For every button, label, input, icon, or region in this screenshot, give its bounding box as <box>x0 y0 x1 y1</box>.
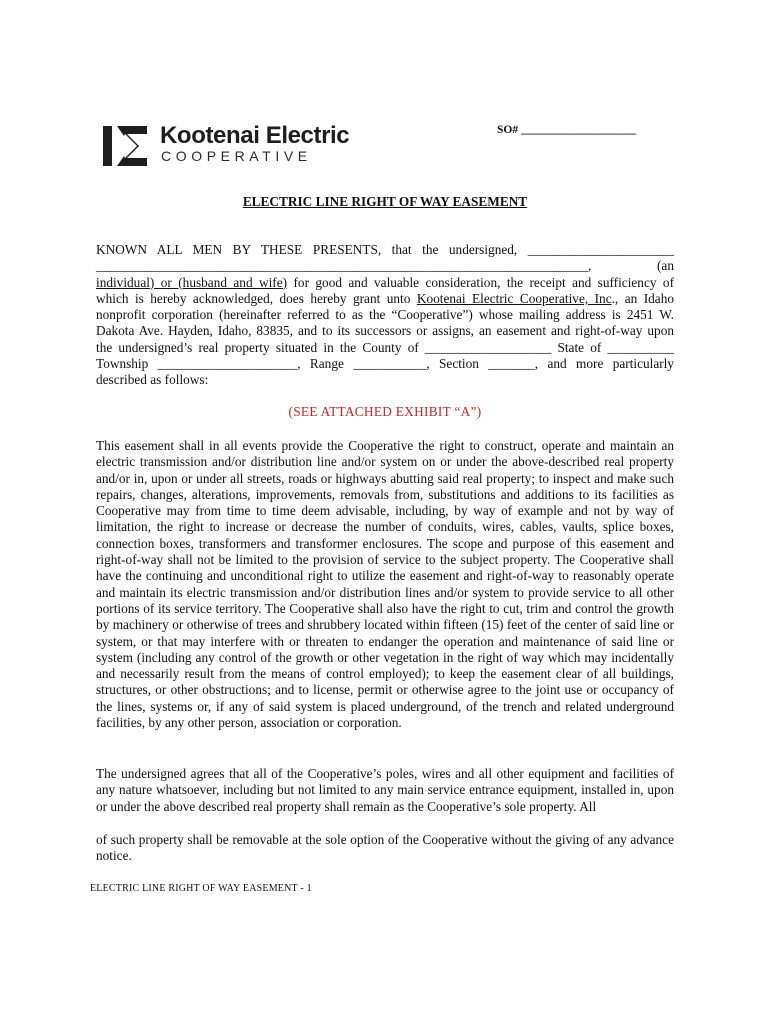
removal-text: of such property shall be removable at the sole option of the Cooperative without the giving of any advance notice. <box>96 832 674 864</box>
grant-text: which is hereby acknowledged, does hereby grant unto <box>96 290 417 306</box>
grantee-name: Kootenai Electric Cooperative, Inc <box>416 290 612 306</box>
intro-line-3 <box>96 275 674 291</box>
logo-name: Kootenai Electric <box>160 122 350 149</box>
easement-scope-text: This easement shall in all events provide the Cooperative the right to construct, operate and maintain an electric transmission and/or distribution line and/or system on or under the above-described real property and/or in, upon or under all streets, roads or highways abutting said real property; to inspect and make such repairs, changes, alterations, improvements, removals from, substitutions and additions to its facilities as Cooperative may from time to time deem advisable, including, by way of example and not by way of limitation, the right to increase or decrease the number of conduits, wires, cables, vaults, splice boxes, connection boxes, transformers and transformer enclosures. The scope and purpose of this easement and right-of-way shall not be limited to the provision of service to the subject property. The Cooperative shall have the continuing and unconditional right to utilize the easement and right-of-way to reasonably operate and maintain its electric transmission and/or distribution lines and/or system to provide service to all other portions of its service territory. The Cooperative shall also have the right to cut, trim and control the growth by machinery or otherwise of trees and shrubbery located within fifteen (15) feet of the center of said line or system, or that may interfere with or threaten to endanger the operation and maintenance of said line or system (including any control of the growth or other vegetation in the right of way which may incidentally and necessarily result from the means of control employed); to keep the easement clear of all buildings, structures, or other obstructions; and to license, permit or otherwise agree to the joint use or occupancy of the lines, systems or, if any of said system is placed underground, of the trench and related underground facilities, by any other person, association or corporation. <box>96 438 674 731</box>
intro-line-6: Dakota Ave. Hayden, Idaho, 83835, and to its successors or assigns, an easement and right-of-way upon <box>96 323 674 339</box>
logo-subtitle: COOPERATIVE <box>161 148 312 164</box>
property-text: The undersigned agrees that all of the Cooperative’s poles, wires and all other equipment and facilities of any nature whatsoever, including but not limited to any main service entrance equipment, installed in, upon or under the above described real property shall remain as the Cooperative’s sole property. All <box>96 766 674 814</box>
property-paragraph <box>96 766 674 815</box>
document-title: ELECTRIC LINE RIGHT OF WAY EASEMENT <box>242 194 528 209</box>
exhibit-reference: (SEE ATTACHED EXHIBIT “A”) <box>288 404 482 419</box>
intro-line-5: nonprofit corporation (hereinafter referred to as the “Cooperative”) whose mailing address is 2451 W. <box>96 307 674 323</box>
page-footer: ELECTRIC LINE RIGHT OF WAY EASEMENT - 1 <box>90 883 312 894</box>
intro-line-9: described as follows: <box>96 372 209 388</box>
removal-paragraph <box>96 832 674 865</box>
easement-scope-paragraph <box>96 438 674 731</box>
consideration-text: for good and valuable consideration, the receipt and sufficiency of <box>287 274 674 290</box>
intro-line-7: the undersigned’s real property situated in the County of ___________________ State of __________ <box>96 339 674 355</box>
intro-line-1: KNOWN ALL MEN BY THESE PRESENTS, that the undersigned, ______________________ <box>96 242 674 257</box>
intro-line-8: Township _____________________, Range ___________, Section _______, and more particularly <box>96 356 674 372</box>
party-type-text: individual) or (husband and wife) <box>96 274 288 290</box>
intro-line-2: __________________________________________________________________________, (an <box>96 258 674 274</box>
so-number-field: SO# ____________________ <box>497 124 636 136</box>
grantee-suffix: ., an Idaho <box>611 290 675 306</box>
intro-paragraph <box>96 242 674 389</box>
company-logo <box>103 124 363 168</box>
logo-mark-icon <box>103 126 147 166</box>
intro-line-4 <box>96 291 674 307</box>
